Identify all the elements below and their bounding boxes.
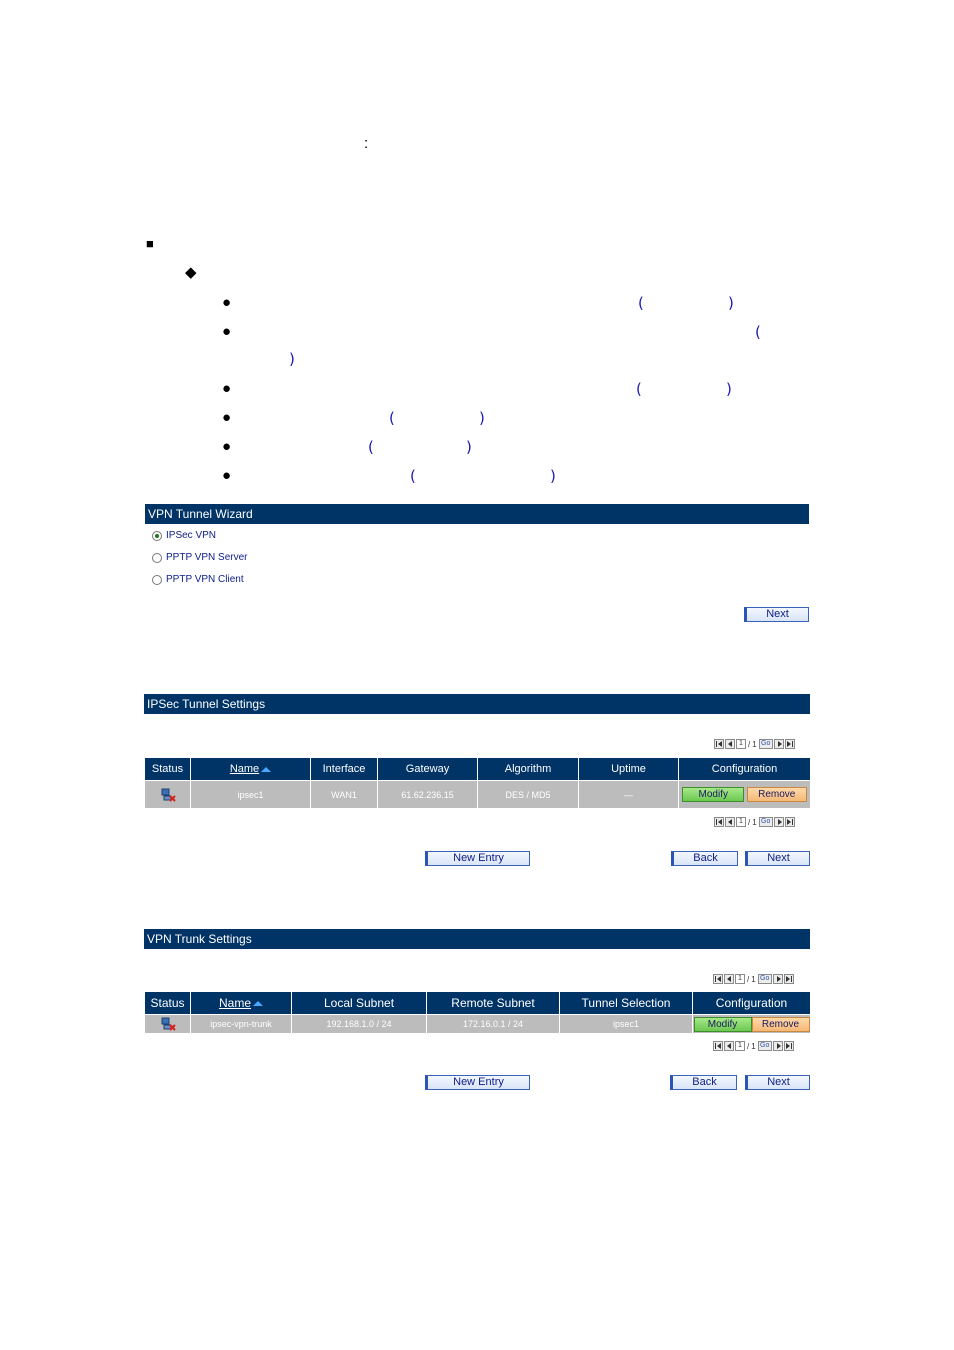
modify-button[interactable]: Modify bbox=[682, 787, 744, 802]
prev-page-icon[interactable] bbox=[724, 974, 734, 984]
go-button[interactable]: Go bbox=[759, 817, 773, 827]
prev-page-icon[interactable] bbox=[725, 817, 735, 827]
prev-page-icon[interactable] bbox=[725, 739, 735, 749]
trunk-table bbox=[144, 991, 811, 1034]
table-header-row bbox=[145, 992, 811, 1015]
diamond-bullet: ◆ bbox=[185, 264, 197, 281]
tunnel-disconnected-icon bbox=[160, 1017, 176, 1031]
radio-button[interactable] bbox=[152, 553, 162, 563]
paren-open: ( bbox=[368, 438, 374, 456]
go-button[interactable]: Go bbox=[759, 739, 773, 749]
modify-button[interactable]: Modify bbox=[694, 1017, 752, 1032]
sort-up-icon bbox=[253, 1001, 263, 1006]
col-tunnel-selection: Tunnel Selection bbox=[560, 992, 693, 1015]
col-name[interactable]: Name bbox=[191, 992, 292, 1015]
trunk-back-button[interactable]: Back bbox=[670, 1075, 737, 1090]
table-header-row bbox=[145, 758, 811, 781]
ipsec-pager-top bbox=[714, 739, 796, 749]
last-page-icon[interactable] bbox=[784, 974, 794, 984]
gateway-cell: 61.62.236.15 bbox=[378, 781, 478, 809]
radio-pptp-vpn-client[interactable] bbox=[152, 574, 244, 585]
status-cell bbox=[145, 1015, 191, 1034]
col-status: Status bbox=[145, 758, 191, 781]
col-uptime: Uptime bbox=[579, 758, 679, 781]
radio-button[interactable] bbox=[152, 575, 162, 585]
page-input[interactable]: 1 bbox=[736, 739, 746, 749]
paren-close: ) bbox=[479, 409, 485, 427]
circle-bullet: ● bbox=[222, 380, 232, 397]
paren-close: ) bbox=[289, 350, 295, 368]
page-separator: / bbox=[747, 1041, 750, 1051]
col-status: Status bbox=[145, 992, 191, 1015]
page-input[interactable]: 1 bbox=[735, 1041, 745, 1051]
next-page-icon[interactable] bbox=[773, 1041, 783, 1051]
name-cell: ipsec1 bbox=[191, 781, 311, 809]
remove-button[interactable]: Remove bbox=[752, 1017, 810, 1032]
circle-bullet: ● bbox=[222, 467, 232, 484]
ipsec-title: IPSec Tunnel Settings bbox=[144, 694, 810, 714]
ipsec-next-button[interactable]: Next bbox=[745, 851, 810, 866]
paren-open: ( bbox=[755, 323, 761, 341]
next-page-icon[interactable] bbox=[774, 817, 784, 827]
circle-bullet: ● bbox=[222, 438, 232, 455]
configuration-cell bbox=[679, 781, 811, 809]
sort-up-icon bbox=[261, 767, 271, 772]
last-page-icon[interactable] bbox=[784, 1041, 794, 1051]
circle-bullet: ● bbox=[222, 409, 232, 426]
last-page-icon[interactable] bbox=[785, 739, 795, 749]
interface-cell: WAN1 bbox=[311, 781, 378, 809]
radio-label: PPTP VPN Client bbox=[166, 574, 244, 585]
wizard-title: VPN Tunnel Wizard bbox=[145, 504, 809, 524]
page-input[interactable]: 1 bbox=[736, 817, 746, 827]
radio-button[interactable] bbox=[152, 531, 162, 541]
col-interface: Interface bbox=[311, 758, 378, 781]
page-total: 1 bbox=[751, 1041, 756, 1051]
paren-close: ) bbox=[550, 467, 556, 485]
page-separator: / bbox=[748, 817, 751, 827]
col-gateway: Gateway bbox=[378, 758, 478, 781]
radio-pptp-vpn-server[interactable] bbox=[152, 552, 248, 563]
colon-mark: : bbox=[364, 135, 369, 152]
trunk-new-entry-button[interactable]: New Entry bbox=[425, 1075, 530, 1090]
trunk-pager-bottom bbox=[713, 1041, 795, 1051]
paren-close: ) bbox=[728, 294, 734, 312]
algorithm-cell: DES / MD5 bbox=[478, 781, 579, 809]
page-total: 1 bbox=[752, 739, 757, 749]
radio-label: PPTP VPN Server bbox=[166, 552, 248, 563]
circle-bullet: ● bbox=[222, 323, 232, 340]
uptime-cell: — bbox=[579, 781, 679, 809]
ipsec-table bbox=[144, 757, 811, 809]
tunnel-selection-cell: ipsec1 bbox=[560, 1015, 693, 1034]
paren-close: ) bbox=[466, 438, 472, 456]
square-bullet: ■ bbox=[146, 236, 154, 251]
page-total: 1 bbox=[752, 817, 757, 827]
first-page-icon[interactable] bbox=[713, 974, 723, 984]
trunk-next-button[interactable]: Next bbox=[745, 1075, 810, 1090]
next-page-icon[interactable] bbox=[774, 739, 784, 749]
first-page-icon[interactable] bbox=[714, 817, 724, 827]
table-row bbox=[145, 1015, 811, 1034]
go-button[interactable]: Go bbox=[758, 1041, 772, 1051]
last-page-icon[interactable] bbox=[785, 817, 795, 827]
wizard-next-button[interactable]: Next bbox=[744, 607, 809, 622]
table-row bbox=[145, 781, 811, 809]
radio-label: IPSec VPN bbox=[166, 530, 217, 541]
col-remote-subnet: Remote Subnet bbox=[427, 992, 560, 1015]
remove-button[interactable]: Remove bbox=[747, 787, 807, 802]
paren-open: ( bbox=[410, 467, 416, 485]
tunnel-disconnected-icon bbox=[160, 788, 176, 802]
col-algorithm: Algorithm bbox=[478, 758, 579, 781]
col-configuration: Configuration bbox=[693, 992, 811, 1015]
configuration-cell bbox=[693, 1015, 811, 1034]
trunk-pager-top bbox=[713, 974, 795, 984]
radio-ipsec-vpn[interactable] bbox=[152, 530, 216, 541]
first-page-icon[interactable] bbox=[713, 1041, 723, 1051]
go-button[interactable]: Go bbox=[758, 974, 772, 984]
col-name[interactable]: Name bbox=[191, 758, 311, 781]
local-subnet-cell: 192.168.1.0 / 24 bbox=[292, 1015, 427, 1034]
remote-subnet-cell: 172.16.0.1 / 24 bbox=[427, 1015, 560, 1034]
paren-open: ( bbox=[636, 380, 642, 398]
ipsec-pager-bottom bbox=[714, 817, 796, 827]
col-local-subnet: Local Subnet bbox=[292, 992, 427, 1015]
ipsec-new-entry-button[interactable]: New Entry bbox=[425, 851, 530, 866]
paren-close: ) bbox=[726, 380, 732, 398]
next-page-icon[interactable] bbox=[773, 974, 783, 984]
col-configuration: Configuration bbox=[679, 758, 811, 781]
first-page-icon[interactable] bbox=[714, 739, 724, 749]
page-total: 1 bbox=[751, 974, 756, 984]
status-cell bbox=[145, 781, 191, 809]
prev-page-icon[interactable] bbox=[724, 1041, 734, 1051]
page-input[interactable]: 1 bbox=[735, 974, 745, 984]
paren-open: ( bbox=[389, 409, 395, 427]
circle-bullet: ● bbox=[222, 294, 232, 311]
page-separator: / bbox=[748, 739, 751, 749]
ipsec-back-button[interactable]: Back bbox=[671, 851, 738, 866]
page-separator: / bbox=[747, 974, 750, 984]
name-cell: ipsec-vpn-trunk bbox=[191, 1015, 292, 1034]
trunk-title: VPN Trunk Settings bbox=[144, 929, 810, 949]
paren-open: ( bbox=[638, 294, 644, 312]
